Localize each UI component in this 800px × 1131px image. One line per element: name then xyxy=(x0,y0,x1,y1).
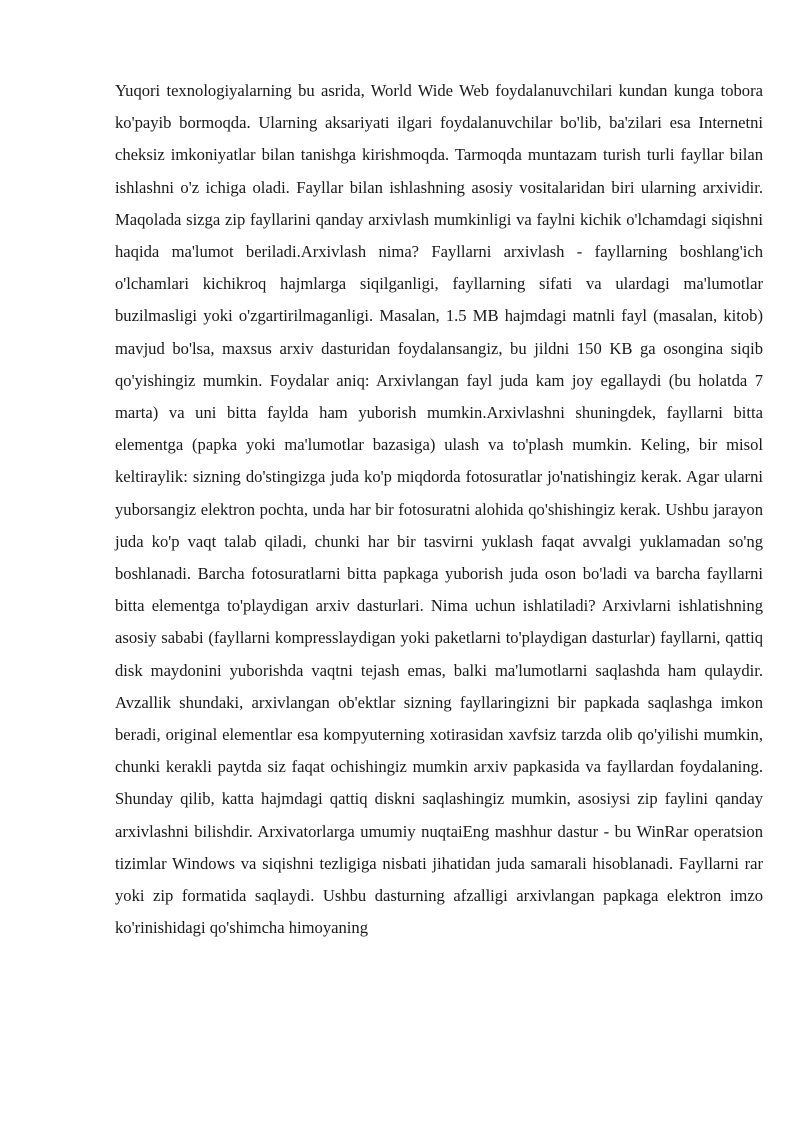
body-paragraph: Yuqori texnologiyalarning bu asrida, World Wide Web foydalanuvchilari kundan kunga tobora ko'payib bormoqda. Ularning aksariyati ilgari foydalanuvchilar bo'lib, ba'zilari esa Internetni cheksiz imkoniyatlar bilan tanishga kirishmoqda. Tarmoqda muntazam turish turli fayllar bilan ishlashni o'z ichiga oladi. Fayllar bilan ishlashning asosiy vositalaridan biri ularning arxividir. Maqolada sizga zip fayllarini qanday arxivlash mumkinligi va faylni kichik o'lchamdagi siqishni haqida ma'lumot beriladi.Arxivlash nima? Fayllarni arxivlash - fayllarning boshlang'ich o'lchamlari kichikroq hajmlarga siqilganligi, fayllarning sifati va ulardagi ma'lumotlar buzilmasligi yoki o'zgartirilmaganligi. Masalan, 1.5 MB hajmdagi matnli fayl (masalan, kitob) mavjud bo'lsa, maxsus arxiv dasturidan foydalansangiz, bu jildni 150 KB ga osongina siqib qo'yishingiz mumkin. Foydalar aniq: Arxivlangan fayl juda kam joy egallaydi (bu holatda 7 marta) va uni bitta faylda ham yuborish mumkin.Arxivlashni shuningdek, fayllarni bitta elementga (papka yoki ma'lumotlar bazasiga) ulash va to'plash mumkin. Keling, bir misol keltiraylik: sizning do'stingizga juda ko'p miqdorda fotosuratlar jo'natishingiz kerak. Agar ularni yuborsangiz elektron pochta, unda har bir fotosuratni alohida qo'shishingiz kerak. Ushbu jarayon juda ko'p vaqt talab qiladi, chunki har bir tasvirni yuklash faqat avvalgi yuklamadan so'ng boshlanadi. Barcha fotosuratlarni bitta papkaga yuborish juda oson bo'ladi va barcha fayllarni bitta elementga to'playdigan arxiv dasturlari. Nima uchun ishlatiladi? Arxivlarni ishlatishning asosiy sababi (fayllarni kompresslaydigan yoki paketlarni to'playdigan dasturlar) fayllarni, qattiq disk maydonini yuborishda vaqtni tejash emas, balki ma'lumotlarni saqlashda ham qulaydir. Avzallik shundaki, arxivlangan ob'ektlar sizning fayllaringizni bir papkada saqlashga imkon beradi, original elementlar esa kompyuterning xotirasidan xavfsiz tarzda olib qo'yilishi mumkin, chunki kerakli paytda siz faqat ochishingiz mumkin arxiv papkasida va fayllardan foydalaning. Shunday qilib, katta hajmdagi qattiq diskni saqlashingiz mumkin, asosiysi zip faylini qanday arxivlashni bilishdir. Arxivatorlarga umumiy nuqtaiEng mashhur dastur - bu WinRar operatsion tizimlar Windows va siqishni tezligiga nisbati jihatidan juda samarali hisoblanadi. Fayllarni rar yoki zip formatida saqlaydi. Ushbu dasturning afzalligi arxivlangan papkaga elektron imzo ko'rinishidagi qo'shimcha himoyaning xyxy=(115,81,763,938)
